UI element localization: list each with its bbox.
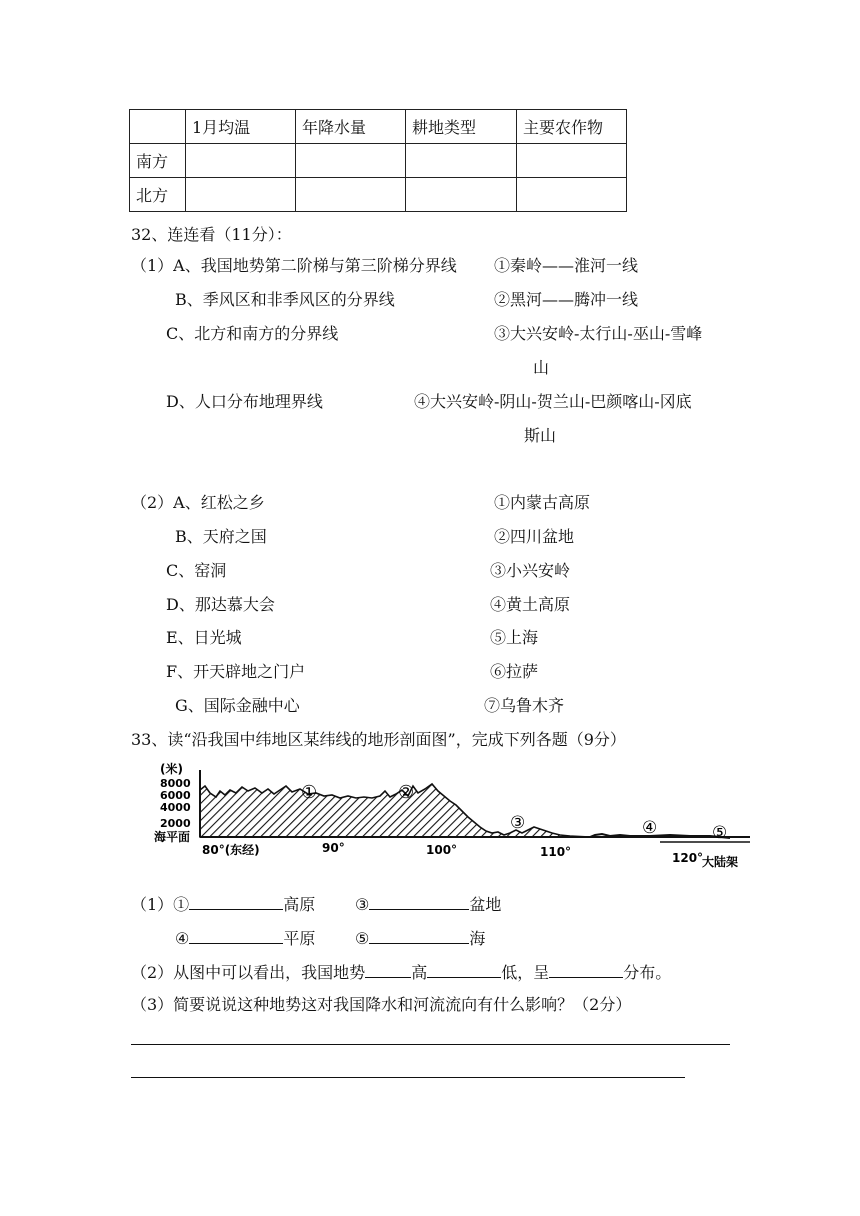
marker-5: ⑤ xyxy=(712,823,728,843)
climate-table xyxy=(129,109,627,212)
terrain-profile xyxy=(200,784,590,837)
q33-2-text: （2）从图中可以看出，我国地势 xyxy=(131,963,366,982)
table-cell[interactable] xyxy=(296,178,406,212)
q32-2-f-right: ⑥拉萨 xyxy=(490,662,539,681)
q32-2-g-right: ⑦乌鲁木齐 xyxy=(484,696,565,715)
q32-2-e-right: ⑤上海 xyxy=(490,628,539,647)
table-cell[interactable] xyxy=(406,178,517,212)
q32-2-a-right: ①内蒙古高原 xyxy=(494,493,591,512)
table-cell[interactable] xyxy=(296,144,406,178)
answer-blank[interactable] xyxy=(189,893,283,910)
answer-blank[interactable] xyxy=(365,961,411,978)
table-header-cell: 年降水量 xyxy=(296,110,406,144)
x-tick-label: 90° xyxy=(322,841,345,855)
table-cell[interactable] xyxy=(517,178,627,212)
y-tick-label: 8000 xyxy=(160,777,191,790)
q32-2-c-left: C、窑洞 xyxy=(166,561,227,580)
x-tick-label: 120° xyxy=(672,851,704,865)
q32-2-b-right: ②四川盆地 xyxy=(494,527,575,546)
y-unit-label: (米) xyxy=(160,762,183,776)
blank-row-2 xyxy=(175,927,315,949)
table-header-cell: 1月均温 xyxy=(186,110,296,144)
blank-suffix: 高原 xyxy=(283,895,316,914)
blank-suffix: 海 xyxy=(469,929,486,948)
y-tick-label: 6000 xyxy=(160,789,191,802)
q32-2-a-left: （2）A、红松之乡 xyxy=(131,493,265,512)
answer-blank[interactable] xyxy=(189,927,283,944)
q33-2-line xyxy=(131,961,671,983)
q32-1-a-right: ①秦岭——淮河一线 xyxy=(494,256,639,275)
blank-row-1 xyxy=(131,893,315,915)
blank-suffix: 盆地 xyxy=(469,895,502,914)
q32-2-b-left: B、天府之国 xyxy=(175,527,267,546)
terrain-profile-figure xyxy=(150,760,760,872)
sea-level-label: 海平面 xyxy=(154,830,191,844)
blank-prefix: （1）① xyxy=(131,895,190,914)
table-header-cell: 耕地类型 xyxy=(406,110,517,144)
row-label: 南方 xyxy=(130,144,186,178)
q32-2-e-left: E、日光城 xyxy=(166,628,242,647)
marker-2: ② xyxy=(398,782,415,803)
q32-2-d-right: ④黄土高原 xyxy=(490,595,571,614)
blank-prefix: ④ xyxy=(175,929,190,948)
table-cell[interactable] xyxy=(517,144,627,178)
x-tick-label: 110° xyxy=(540,845,572,859)
q32-1-c-right-cont: 山 xyxy=(533,358,550,377)
answer-blank[interactable] xyxy=(369,927,469,944)
q32-1-c-right: ③大兴安岭-太行山-巫山-雪峰 xyxy=(494,324,703,343)
table-cell[interactable] xyxy=(186,178,296,212)
marker-4: ④ xyxy=(642,818,658,838)
answer-blank[interactable] xyxy=(369,893,469,910)
q33-2-text: 高 xyxy=(411,963,428,982)
q33-2-text: 低，呈 xyxy=(501,963,550,982)
marker-1: ① xyxy=(301,782,318,803)
q32-2-d-left: D、那达慕大会 xyxy=(166,595,275,614)
q32-2-f-left: F、开天辟地之门户 xyxy=(166,662,306,681)
table-cell[interactable] xyxy=(186,144,296,178)
blank-row-1b xyxy=(355,893,501,915)
q33-2-text: 分布。 xyxy=(623,963,672,982)
table-header-row xyxy=(130,110,627,144)
answer-blank[interactable] xyxy=(427,961,501,978)
table-row xyxy=(130,178,627,212)
answer-line[interactable] xyxy=(131,1044,730,1045)
q32-1-d-right: ④大兴安岭-阴山-贺兰山-巴颜喀山-冈底 xyxy=(414,392,692,411)
q32-title: 32、连连看（11分）： xyxy=(131,225,292,244)
x-tick-label: 100° xyxy=(426,843,458,857)
blank-suffix: 平原 xyxy=(283,929,316,948)
table-header-cell: 主要农作物 xyxy=(517,110,627,144)
q32-1-b-right: ②黑河——腾冲一线 xyxy=(494,290,639,309)
q33-title: 33、读“沿我国中纬地区某纬线的地形剖面图”，完成下列各题（9分） xyxy=(131,730,626,749)
table-header-cell xyxy=(130,110,186,144)
q32-1-b-left: B、季风区和非季风区的分界线 xyxy=(175,290,395,309)
table-row xyxy=(130,144,627,178)
q32-1-c-left: C、北方和南方的分界线 xyxy=(166,324,339,343)
y-tick-label: 2000 xyxy=(160,817,191,830)
blank-prefix: ⑤ xyxy=(355,929,370,948)
q32-1-a-left: （1）A、我国地势第二阶梯与第三阶梯分界线 xyxy=(131,256,457,275)
blank-row-2b xyxy=(355,927,485,949)
continental-shelf-label: 大陆架 xyxy=(702,855,739,869)
x-tick-label: 80°(东经) xyxy=(202,843,260,857)
q32-2-c-right: ③小兴安岭 xyxy=(490,561,571,580)
blank-prefix: ③ xyxy=(355,895,370,914)
table-cell[interactable] xyxy=(406,144,517,178)
y-tick-label: 4000 xyxy=(160,801,191,814)
q32-2-g-left: G、国际金融中心 xyxy=(175,696,300,715)
answer-blank[interactable] xyxy=(549,961,623,978)
q33-3-question: （3）简要说说这种地势这对我国降水和河流流向有什么影响？（2分） xyxy=(131,995,632,1014)
marker-3: ③ xyxy=(510,813,526,833)
row-label: 北方 xyxy=(130,178,186,212)
answer-line[interactable] xyxy=(131,1077,685,1078)
q32-1-d-left: D、人口分布地理界线 xyxy=(166,392,323,411)
q32-1-d-right-cont: 斯山 xyxy=(524,426,557,445)
